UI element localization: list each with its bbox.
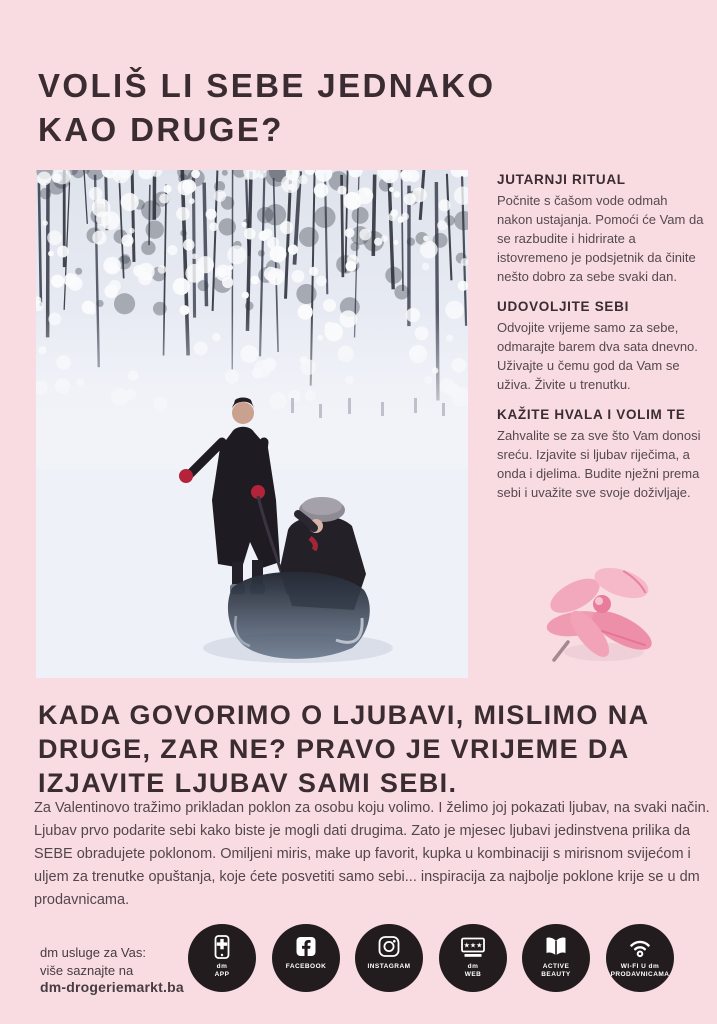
icon-label: dm (467, 963, 479, 970)
icon-label: WEB (464, 971, 482, 978)
services-text (40, 944, 184, 997)
icon-label: dm (216, 963, 228, 970)
tip-heading: KAŽITE HVALA I VOLIM TE (497, 407, 686, 422)
page-title (38, 64, 495, 152)
dm-web-icon (458, 933, 488, 963)
sled (228, 572, 370, 659)
feature-heading-line3: IZJAVITE LJUBAV SAMI SEBI. (38, 768, 458, 798)
tips-sidebar (497, 172, 705, 515)
icon-label: WI-FI U dm (620, 963, 660, 970)
wifi-button[interactable] (606, 924, 674, 992)
icon-label: ACTIVE (542, 963, 570, 970)
tip-section-udovoljite-sebi (497, 299, 705, 394)
services-line1: dm usluge za Vas: (40, 945, 146, 960)
active-beauty-icon (541, 933, 571, 963)
winter-photo (36, 170, 468, 678)
svg-text:★★★: ★★★ (463, 941, 483, 950)
dm-web-button[interactable] (439, 924, 507, 992)
website-url: dm-drogeriemarkt.ba (40, 979, 184, 995)
tip-section-kazite-hvala (497, 407, 705, 502)
page-title-line2: KAO DRUGE? (38, 111, 284, 148)
icon-label: BEAUTY (541, 971, 571, 978)
dm-app-button[interactable] (188, 924, 256, 992)
icon-label: FACEBOOK (285, 963, 327, 970)
tip-heading: UDOVOLJITE SEBI (497, 299, 630, 314)
facebook-icon (291, 933, 321, 963)
tip-body: Zahvalite se za sve što Vam donosi sreću. Izjavite si ljubav riječima, a onda i djelima. Budite nježni prema sebi i uvažite sve svoje doživljaje. (497, 428, 701, 500)
page-title-line1: VOLIŠ LI SEBE JEDNAKO (38, 67, 496, 104)
wifi-icon (625, 933, 655, 963)
feature-heading (38, 698, 650, 800)
instagram-icon (374, 933, 404, 963)
facebook-button[interactable] (272, 924, 340, 992)
services-line2: više saznajte na (40, 962, 134, 978)
tip-section-jutarnji-ritual (497, 172, 705, 286)
tip-body: Počnite s čašom vode odmah nakon ustajanja. Pomoći će Vam da se razbudite i hidrirate a istovremeno je podsjetnik da činite nešto dobro za sebe svaki dan. (497, 193, 704, 284)
tip-heading: JUTARNJI RITUAL (497, 172, 626, 187)
tip-body: Odvojite vrijeme samo za sebe, odmarajte barem dva sata dnevno. Uživajte u čemu god da Vam se uživa. Živite u trenutku. (497, 320, 698, 392)
instagram-button[interactable] (355, 924, 423, 992)
active-beauty-button[interactable] (522, 924, 590, 992)
icon-label: INSTAGRAM (367, 963, 411, 970)
icon-label: APP (214, 971, 230, 978)
icon-label: PRODAVNICAMA (610, 971, 670, 978)
feature-heading-line2: DRUGE, ZAR NE? PRAVO JE VRIJEME DA (38, 734, 630, 764)
dm-app-icon (207, 933, 237, 963)
feature-heading-line1: KADA GOVORIMO O LJUBAVI, MISLIMO NA (38, 700, 650, 730)
feature-paragraph: Za Valentinovo tražimo prikladan poklon za osobu koju volimo. I želimo joj pokazati ljubav, na svaki način. Ljubav prvo podarite sebi kako biste je mogli dati drugima. Zato je mjesec ljubavi jedinstvena prilika da SEBE obradujete poklonom. Omiljeni miris, make up favorit, kupka u kombinaciji s mirisnom svijećom i uljem za trenutke opuštanja, koje ćete posvetiti samo sebi... inspiracija za najbolje poklone krije se u dm prodavnicama. (34, 800, 710, 908)
pink-flower-image (538, 546, 674, 676)
